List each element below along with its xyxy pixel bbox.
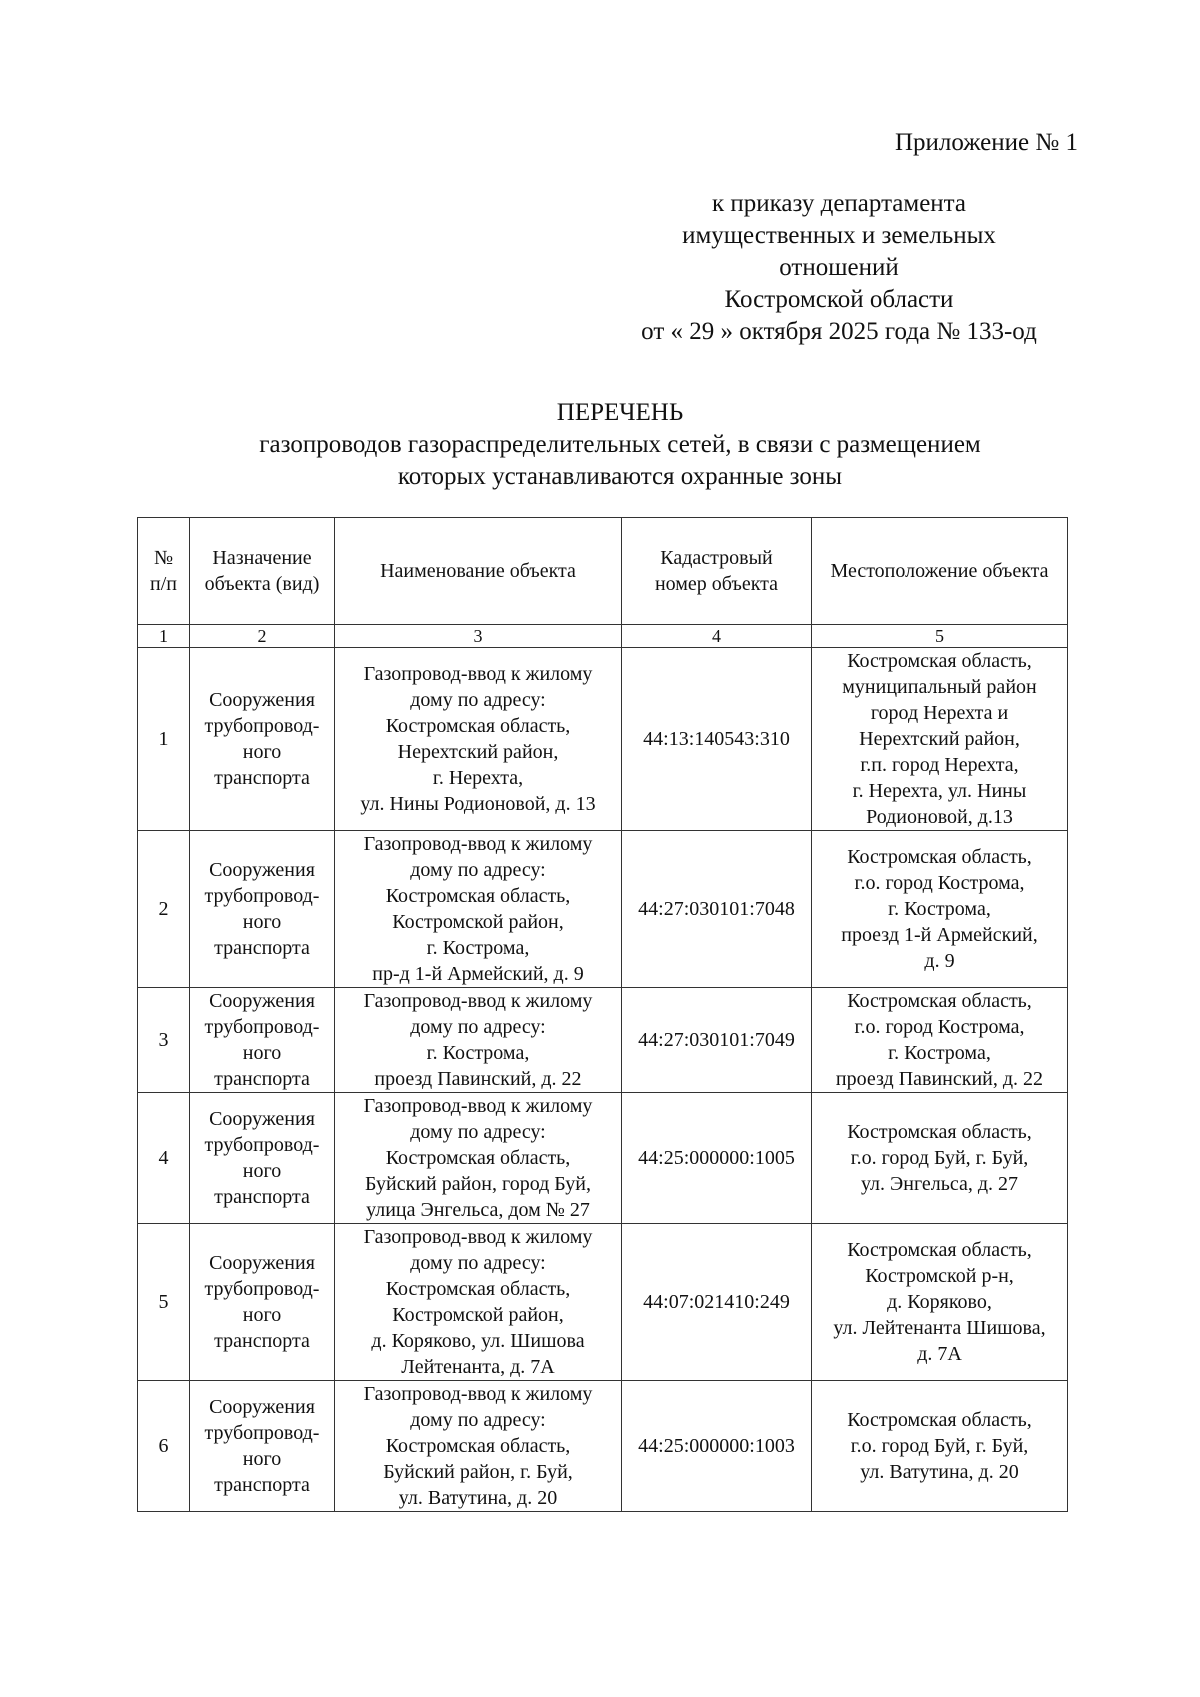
- table-row: [138, 988, 1068, 1093]
- order-line: Костромской области: [724, 286, 954, 313]
- header-text: Назначение: [212, 547, 312, 569]
- object-name-line: Костромская область,: [385, 1147, 571, 1169]
- object-type-line: трубопровод-: [204, 1278, 320, 1300]
- object-name-line: Лейтенанта, д. 7А: [401, 1356, 555, 1378]
- order-line: к приказу департамента: [711, 190, 967, 217]
- object-location: [812, 831, 1068, 988]
- subtitle-line: которых устанавливаются охранные зоны: [397, 463, 843, 490]
- object-location: [812, 988, 1068, 1093]
- object-name-line: Газопровод-ввод к жилому: [363, 990, 593, 1012]
- header-location: [812, 518, 1068, 625]
- table-row: [138, 1381, 1068, 1512]
- object-name: [335, 1093, 622, 1224]
- object-name-line: проезд Павинский, д. 22: [374, 1068, 582, 1090]
- object-location-line: Костромская область,: [847, 1239, 1032, 1261]
- table-row: [138, 831, 1068, 988]
- object-type-line: Сооружения: [209, 1396, 315, 1418]
- object-type-line: трубопровод-: [204, 1422, 320, 1444]
- object-location-line: г. Кострома,: [888, 898, 991, 920]
- object-location-line: Костромской р-н,: [865, 1265, 1014, 1287]
- table-row: [138, 648, 1068, 831]
- object-type: [190, 1093, 335, 1224]
- cadastral-number: 44:27:030101:7049: [622, 988, 812, 1093]
- object-name-line: дому по адресу:: [410, 859, 546, 881]
- object-type: [190, 831, 335, 988]
- object-location: [812, 1224, 1068, 1381]
- object-location-line: муниципальный район: [842, 676, 1037, 698]
- object-location-line: д. 7А: [917, 1343, 962, 1365]
- object-name-line: Газопровод-ввод к жилому: [363, 663, 593, 685]
- object-type-line: транспорта: [214, 1068, 310, 1090]
- annex-title: Приложение № 1: [894, 129, 1078, 156]
- object-location-line: г.п. город Нерехта,: [860, 754, 1019, 776]
- order-line: отношений: [779, 254, 899, 281]
- header-text: Кадастровый: [660, 547, 773, 569]
- table-row: [138, 1093, 1068, 1224]
- object-name-line: Газопровод-ввод к жилому: [363, 1383, 593, 1405]
- object-name-line: Костромская область,: [385, 885, 571, 907]
- row-number: 4: [138, 1093, 190, 1224]
- object-name-line: Костромской район,: [392, 911, 564, 933]
- object-type-line: ного: [242, 1042, 282, 1064]
- cadastral-number: 44:07:021410:249: [622, 1224, 812, 1381]
- object-location-line: г.о. город Кострома,: [854, 1016, 1025, 1038]
- column-number: 5: [812, 625, 1068, 648]
- cadastral-number: 44:13:140543:310: [622, 648, 812, 831]
- object-type-line: транспорта: [214, 1474, 310, 1496]
- object-location-line: Костромская область,: [847, 1409, 1032, 1431]
- object-location-line: проезд 1-й Армейский,: [841, 924, 1038, 946]
- object-location-line: г.о. город Буй, г. Буй,: [850, 1435, 1029, 1457]
- object-location: [812, 1381, 1068, 1512]
- object-type: [190, 1381, 335, 1512]
- object-name: [335, 988, 622, 1093]
- header-name: [335, 518, 622, 625]
- document-subtitle: [180, 429, 1060, 493]
- header-text: объекта (вид): [204, 573, 320, 595]
- object-name-line: ул. Ватутина, д. 20: [398, 1487, 558, 1509]
- object-name-line: пр-д 1-й Армейский, д. 9: [372, 963, 584, 985]
- table-header: [138, 518, 1068, 648]
- object-location-line: Нерехтский район,: [859, 728, 1020, 750]
- object-location-line: ул. Лейтенанта Шишова,: [833, 1317, 1046, 1339]
- object-type-line: Сооружения: [209, 689, 315, 711]
- object-location-line: Родионовой, д.13: [866, 806, 1013, 828]
- object-location-line: г.о. город Буй, г. Буй,: [850, 1147, 1029, 1169]
- cadastral-number: 44:25:000000:1005: [622, 1093, 812, 1224]
- object-name: [335, 1381, 622, 1512]
- object-type-line: трубопровод-: [204, 885, 320, 907]
- object-name-line: Буйский район, г. Буй,: [383, 1461, 573, 1483]
- object-type-line: транспорта: [214, 767, 310, 789]
- order-date-number: от « 29 » октября 2025 года № 133-од: [641, 318, 1037, 345]
- object-location-line: город Нерехта и: [870, 702, 1009, 724]
- object-location-line: Костромская область,: [847, 846, 1032, 868]
- table-body: [138, 648, 1068, 1512]
- row-number: 5: [138, 1224, 190, 1381]
- row-number: 1: [138, 648, 190, 831]
- header-type: [190, 518, 335, 625]
- object-type: [190, 1224, 335, 1381]
- object-name-line: Газопровод-ввод к жилому: [363, 1095, 593, 1117]
- object-name-line: улица Энгельса, дом № 27: [366, 1199, 590, 1221]
- object-location-line: Костромская область,: [847, 650, 1032, 672]
- object-type-line: Сооружения: [209, 859, 315, 881]
- object-location-line: г. Нерехта, ул. Нины: [852, 780, 1027, 802]
- order-line: имущественных и земельных: [682, 222, 996, 249]
- object-name-line: ул. Нины Родионовой, д. 13: [360, 793, 596, 815]
- subtitle-line: газопроводов газораспределительных сетей, в связи с размещением: [259, 431, 981, 458]
- object-type-line: Сооружения: [209, 1108, 315, 1130]
- column-number: 1: [138, 625, 190, 648]
- object-location-line: Костромская область,: [847, 1121, 1032, 1143]
- header-text: №: [153, 547, 174, 569]
- object-type-line: трубопровод-: [204, 1134, 320, 1156]
- order-reference: [600, 188, 1078, 348]
- object-location-line: д. 9: [924, 950, 955, 972]
- column-number: 4: [622, 625, 812, 648]
- cadastral-number: 44:27:030101:7048: [622, 831, 812, 988]
- row-number: 6: [138, 1381, 190, 1512]
- object-name-line: д. Коряково, ул. Шишова: [371, 1330, 585, 1352]
- object-type-line: ного: [242, 1448, 282, 1470]
- object-location: [812, 1093, 1068, 1224]
- object-location-line: д. Коряково,: [887, 1291, 992, 1313]
- column-number: 3: [335, 625, 622, 648]
- object-location-line: проезд Павинский, д. 22: [835, 1068, 1044, 1090]
- header-text: п/п: [150, 573, 177, 595]
- pipelines-table: [137, 517, 1068, 1512]
- object-type-line: ного: [242, 911, 282, 933]
- cadastral-number: 44:25:000000:1003: [622, 1381, 812, 1512]
- object-type-line: транспорта: [214, 1330, 310, 1352]
- row-number: 3: [138, 988, 190, 1093]
- object-location-line: Костромская область,: [847, 990, 1032, 1012]
- object-type-line: трубопровод-: [204, 1016, 320, 1038]
- object-type-line: Сооружения: [209, 990, 315, 1012]
- object-name-line: г. Кострома,: [426, 1042, 530, 1064]
- object-location-line: ул. Энгельса, д. 27: [860, 1173, 1019, 1195]
- object-type-line: транспорта: [214, 1186, 310, 1208]
- object-name-line: г. Нерехта,: [432, 767, 524, 789]
- header-text: номер объекта: [654, 573, 779, 595]
- object-name-line: дому по адресу:: [410, 1121, 546, 1143]
- object-location: [812, 648, 1068, 831]
- object-name-line: дому по адресу:: [410, 689, 546, 711]
- document-title: ПЕРЕЧЕНЬ: [556, 399, 684, 426]
- object-type-line: ного: [242, 741, 282, 763]
- object-location-line: г. Кострома,: [888, 1042, 991, 1064]
- object-name-line: дому по адресу:: [410, 1252, 546, 1274]
- object-name-line: Костромская область,: [385, 1435, 571, 1457]
- object-type-line: ного: [242, 1160, 282, 1182]
- object-name-line: Нерехтский район,: [397, 741, 559, 763]
- column-number: 2: [190, 625, 335, 648]
- object-type: [190, 988, 335, 1093]
- object-name-line: Газопровод-ввод к жилому: [363, 833, 593, 855]
- header-cadastral: [622, 518, 812, 625]
- object-type-line: ного: [242, 1304, 282, 1326]
- object-name-line: Костромская область,: [385, 1278, 571, 1300]
- object-name-line: дому по адресу:: [410, 1016, 546, 1038]
- header-index: [138, 518, 190, 625]
- object-name-line: Буйский район, город Буй,: [365, 1173, 591, 1195]
- object-location-line: ул. Ватутина, д. 20: [860, 1461, 1019, 1483]
- table-row: [138, 1224, 1068, 1381]
- header-text: Местоположение объекта: [830, 560, 1049, 582]
- object-type: [190, 648, 335, 831]
- object-type-line: Сооружения: [209, 1252, 315, 1274]
- object-name-line: Газопровод-ввод к жилому: [363, 1226, 593, 1248]
- object-name: [335, 648, 622, 831]
- header-text: Наименование объекта: [380, 560, 576, 582]
- object-name-line: г. Кострома,: [426, 937, 530, 959]
- object-name-line: Костромская область,: [385, 715, 571, 737]
- object-name: [335, 831, 622, 988]
- row-number: 2: [138, 831, 190, 988]
- object-name: [335, 1224, 622, 1381]
- object-type-line: трубопровод-: [204, 715, 320, 737]
- object-type-line: транспорта: [214, 937, 310, 959]
- object-name-line: дому по адресу:: [410, 1409, 546, 1431]
- object-name-line: Костромской район,: [392, 1304, 564, 1326]
- object-location-line: г.о. город Кострома,: [854, 872, 1025, 894]
